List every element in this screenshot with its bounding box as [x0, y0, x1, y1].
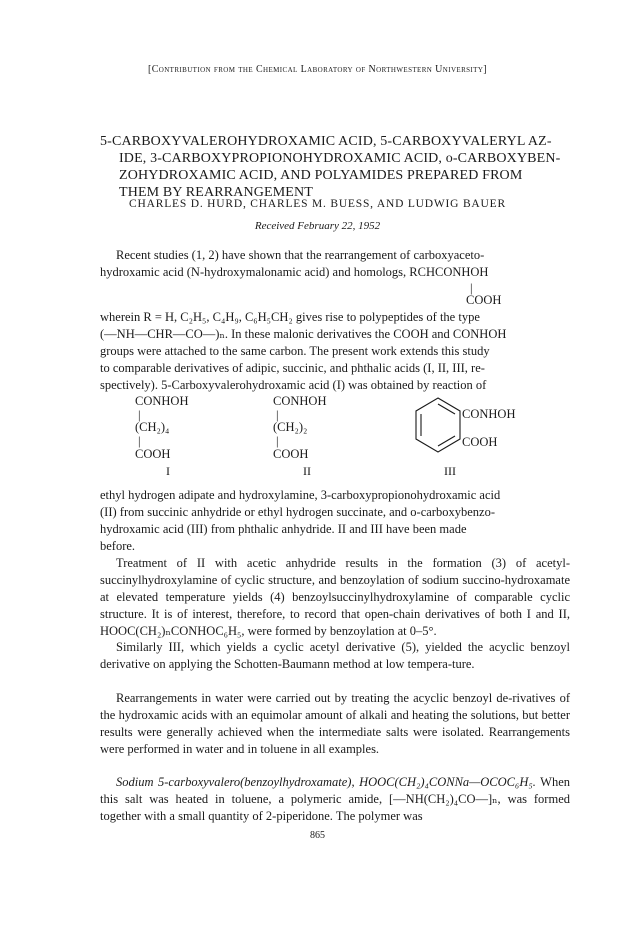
formula-cooh: COOH	[466, 293, 502, 307]
received-date: Received February 22, 1952	[254, 220, 381, 232]
para2-line-3: hydroxamic acid (III) from phthalic anhydride. II and III have been made	[100, 522, 467, 536]
page-number: 865	[310, 830, 325, 841]
benzene-ring-icon	[412, 396, 464, 456]
para2-line-2: (II) from succinic anhydride or ethyl hydrogen succinate, and o-carboxybenzo-	[100, 505, 495, 519]
para2-line-4: before.	[100, 539, 136, 553]
para6-heading: Sodium 5-carboxyvalero(benzoylhydroxamate), HOOC(CH₂)₄CONNa—OCOC₆H₅.	[116, 775, 536, 789]
intro-line-4: (—NH—CHR—CO—)ₙ. In these malonic derivatives the COOH and CONHOH	[100, 327, 507, 341]
title-line-1: 5-CARBOXYVALEROHYDROXAMIC ACID, 5-CARBOXYVALERYL AZ-	[100, 134, 552, 149]
para5: Rearrangements in water were carried out by treating the acyclic benzoyl de-rivatives of the hydroxamic acids with an equimolar amount of alkali and heating the solutions, but better results were generally achieved when the intermediate salts were isolated. Rearrangements were performed in water and in toluene in all examples.	[100, 691, 570, 756]
structure-II-label: II	[303, 464, 311, 478]
title-line-3: ZOHYDROXAMIC ACID, AND POLYAMIDES PREPARED FROM	[119, 168, 523, 183]
para6-body: When this salt was heated in toluene, a polymeric amide, [—NH(CH₂)₄CO—]ₙ, was formed together with a small quantity of 2-piperidone. The polymer was	[100, 775, 570, 823]
para4: Similarly III, which yields a cyclic acetyl derivative (5), yielded the acyclic benzoyl derivative on applying the Schotten-Baumann method at low tempera-ture.	[100, 640, 570, 671]
structure-III-sub1: CONHOH	[462, 407, 516, 421]
structure-I-top: CONHOH	[135, 394, 189, 408]
structure-II-bottom: COOH	[273, 447, 309, 461]
structure-I-bond-1: |	[138, 408, 141, 422]
title-line-4: THEM BY REARRANGEMENT	[119, 185, 313, 200]
intro-line-1: Recent studies (1, 2) have shown that the rearrangement of carboxyaceto-	[116, 248, 485, 262]
structure-III-sub2: COOH	[462, 435, 498, 449]
intro-line-7: spectively). 5-Carboxyvalerohydroxamic acid (I) was obtained by reaction of	[100, 378, 487, 392]
para2-line-1: ethyl hydrogen adipate and hydroxylamine, 3-carboxypropionohydroxamic acid	[100, 488, 501, 502]
structure-I-bond-2: |	[138, 434, 141, 448]
structure-II-top: CONHOH	[273, 394, 327, 408]
intro-line-5: groups were attached to the same carbon. The present work extends this study	[100, 344, 490, 358]
article-title	[100, 133, 565, 201]
title-line-2: IDE, 3-CARBOXYPROPIONOHYDROXAMIC ACID, o-CARBOXYBEN-	[119, 151, 561, 166]
structure-I-bottom: COOH	[135, 447, 171, 461]
intro-line-2: hydroxamic acid (N-hydroxymalonamic acid) and homologs, RCHCONHOH	[100, 265, 489, 279]
structure-I-chain: (CH₂)₄	[135, 420, 170, 434]
authors: CHARLES D. HURD, CHARLES M. BUESS, AND LUDWIG BAUER	[129, 198, 506, 210]
para6	[100, 774, 570, 825]
para3: Treatment of II with acetic anhydride results in the formation (3) of acetyl-succinylhydroxylamine of cyclic structure, and benzoylation of sodium succino-hydroxamate at elevated temperature yields (4) benzoylsuccinylhydroxylamine of comparable cyclic structure. It is of interest, therefore, to record that open-chain derivatives of both I and II, HOOC(CH₂)ₙCONHOC₆H₅, were formed by benzoylation at 0–5°.	[100, 556, 570, 638]
intro-line-3: wherein R = H, C₂H₅, C₄H₉, C₆H₅CH₂ gives rise to polypeptides of the type	[100, 310, 480, 324]
contribution-header: [Contribution from the Chemical Laboratory of Northwestern University]	[147, 64, 488, 75]
structure-II-bond-1: |	[276, 408, 279, 422]
structure-II-bond-2: |	[276, 434, 279, 448]
intro-line-6: to comparable derivatives of adipic, succinic, and phthalic acids (I, II, III, re-	[100, 361, 485, 375]
structure-III-label: III	[444, 464, 456, 478]
structure-I-label: I	[166, 464, 170, 478]
formula-bond: |	[470, 281, 473, 295]
structure-II-chain: (CH₂)₂	[273, 420, 308, 434]
